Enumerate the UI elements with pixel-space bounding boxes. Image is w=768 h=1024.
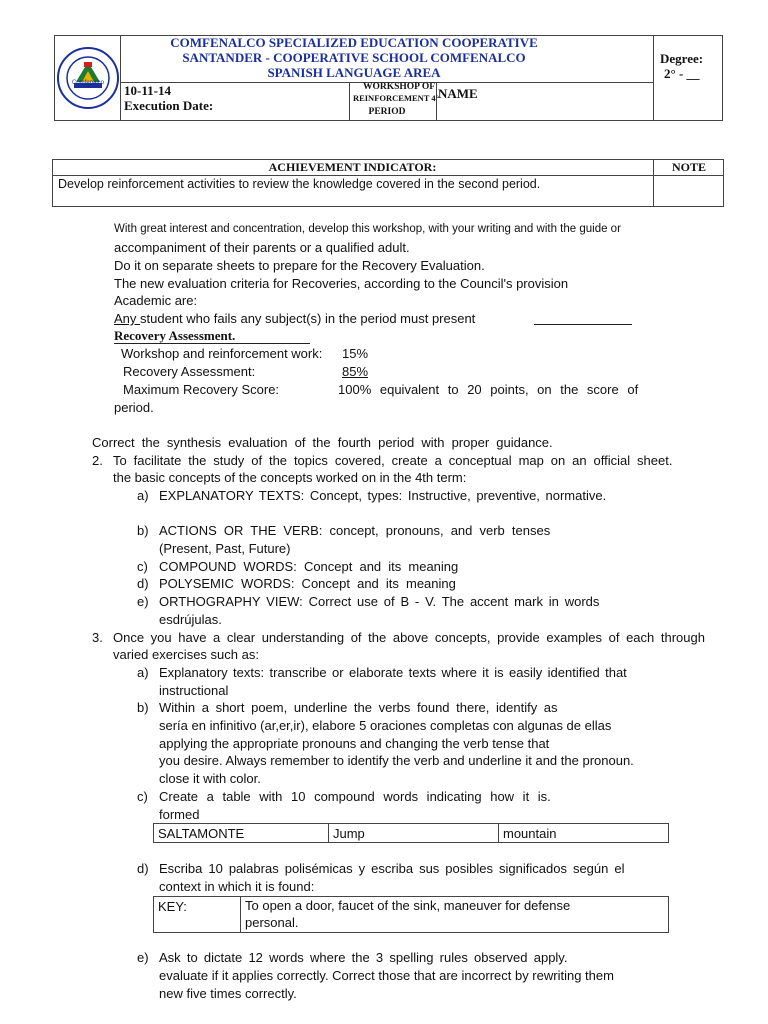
item-2b-letter: b) (137, 523, 149, 538)
item-3a-line-2: instructional (159, 683, 229, 698)
recovery-assessment-heading: Recovery Assessment. (114, 328, 310, 344)
school-name-line1: COMFENALCO SPECIALIZED EDUCATION COOPERATIVE (170, 35, 538, 50)
intro-line-4: The new evaluation criteria for Recoveries, according to the Council's provision (114, 276, 569, 291)
workshop-title-line2: REINFORCEMENT 4° (352, 93, 440, 103)
degree-label: Degree: (660, 51, 704, 66)
item-3-number: 3. (92, 630, 103, 645)
recovery-weight-value: 85% (342, 364, 369, 379)
item-2-number: 2. (92, 453, 103, 468)
item-3c-letter: c) (137, 789, 148, 804)
note-header: NOTE (671, 160, 706, 174)
item-2d-letter: d) (137, 576, 149, 591)
item-3b-line-3: applying the appropriate pronouns and changing the verb tense that (159, 736, 550, 751)
workshop-weight-value: 15% (342, 346, 369, 361)
item-1: Correct the synthesis evaluation of the fourth period with proper guidance. (92, 435, 553, 450)
item-2a-letter: a) (137, 488, 149, 503)
polysemic-table-meanings (240, 896, 669, 933)
item-3d-line-2: context in which it is found: (159, 879, 315, 894)
school-logo (56, 38, 120, 118)
item-3-line-2: varied exercises such as: (113, 647, 259, 662)
item-2c-letter: c) (137, 559, 148, 574)
degree-value: 2° - __ (664, 66, 700, 81)
item-3a-letter: a) (137, 665, 149, 680)
item-3e-line-2: evaluate if it applies correctly. Correct those that are incorrect by rewriting them (159, 968, 614, 983)
item-2e-letter: e) (137, 594, 149, 609)
recovery-weight-label: Recovery Assessment: (123, 364, 256, 379)
signature-line (534, 324, 632, 325)
intro-line-3: Do it on separate sheets to prepare for the Recovery Evaluation. (114, 258, 485, 273)
item-3d-line-1: Escriba 10 palabras polisémicas y escriba sus posibles significados según el (159, 861, 625, 876)
max-score-label: Maximum Recovery Score: (123, 382, 280, 397)
item-2c: COMPOUND WORDS: Concept and its meaning (159, 559, 459, 574)
item-3-line-1: Once you have a clear understanding of the above concepts, provide examples of each through (113, 630, 705, 645)
workshop-weight-label: Workshop and reinforcement work: (121, 346, 323, 361)
item-2-line-1: To facilitate the study of the topics covered, create a conceptual map on an official sheet. (113, 453, 673, 468)
achievement-header: ACHIEVEMENT INDICATOR: (268, 160, 437, 174)
item-3b-letter: b) (137, 700, 149, 715)
logo-center-text: Comfenalco (71, 80, 104, 86)
item-3b-line-1: Within a short poem, underline the verbs found there, identify as (159, 700, 558, 715)
max-score-value (338, 381, 668, 398)
intro-line-5: Academic are: (114, 293, 198, 308)
compound-table-cell-1: SALTAMONTE (153, 823, 329, 843)
item-2a: EXPLANATORY TEXTS: Concept, types: Instructive, preventive, normative. (159, 488, 607, 503)
achievement-text: Develop reinforcement activities to review the knowledge covered in the second period. (58, 177, 541, 191)
name-label: NAME (438, 86, 478, 101)
school-name-line2: SANTANDER - COOPERATIVE SCHOOL COMFENALCO (182, 50, 526, 65)
intro-line-6-rest: student who fails any subject(s) in the period must present (140, 311, 476, 326)
intro-line-1: With great interest and concentration, develop this workshop, with your writing and with the guide or (114, 223, 621, 235)
item-3b-line-4: you desire. Always remember to identify the verb and underline it and the pronoun. (159, 753, 634, 768)
intro-line-6 (114, 310, 475, 327)
item-3c-line-2: formed (159, 807, 200, 822)
header-divider-degree (653, 35, 654, 121)
item-2b-line-1: ACTIONS OR THE VERB: concept, pronouns, and verb tenses (159, 523, 551, 538)
item-2d: POLYSEMIC WORDS: Concept and its meaning (159, 576, 456, 591)
compound-table-cell-2: Jump (328, 823, 499, 843)
achievement-header-divider (52, 175, 724, 176)
item-3b-line-2: sería en infinitivo (ar,er,ir), elabore 5 oraciones completas con algunas de ellas (159, 718, 612, 733)
workshop-title-line3: PERIOD (368, 107, 406, 117)
intro-line-2: accompaniment of their parents or a qualified adult. (114, 240, 410, 255)
compound-table-cell-3: mountain (498, 823, 669, 843)
execution-date-label: Execution Date: (124, 98, 214, 113)
workshop-title-line1: WORKSHOP OF (362, 82, 436, 92)
item-3a-line-1: Explanatory texts: transcribe or elaborate texts where it is easily identified that (159, 665, 627, 680)
item-3e-line-3: new five times correctly. (159, 986, 297, 1001)
item-2e-line-1: ORTHOGRAPHY VIEW: Correct use of B - V. The accent mark in words (159, 594, 600, 609)
max-score-cont: period. (114, 400, 154, 415)
item-3e-letter: e) (137, 950, 149, 965)
item-3e-line-1: Ask to dictate 12 words where the 3 spelling rules observed apply. (159, 950, 568, 965)
item-2e-line-2: esdrújulas. (159, 612, 222, 627)
polysemic-table-key: KEY: (153, 896, 241, 933)
item-3c-line-1: Create a table with 10 compound words indicating how it is. (159, 789, 551, 804)
item-3d-letter: d) (137, 861, 149, 876)
max-score-value-text: 100% equivalent to 20 points, on the score of (338, 382, 639, 397)
item-2-line-2: the basic concepts of the concepts worked on in the 4th term: (113, 470, 467, 485)
intro-any: Any (114, 311, 141, 326)
polysemic-meaning-line-2: personal. (245, 915, 299, 930)
polysemic-meaning-line-1: To open a door, faucet of the sink, maneuver for defense (245, 898, 571, 913)
date-value: 10-11-14 (124, 83, 171, 98)
item-2b-line-2: (Present, Past, Future) (159, 541, 291, 556)
item-3b-line-5: close it with color. (159, 771, 261, 786)
area-name: SPANISH LANGUAGE AREA (267, 65, 441, 80)
